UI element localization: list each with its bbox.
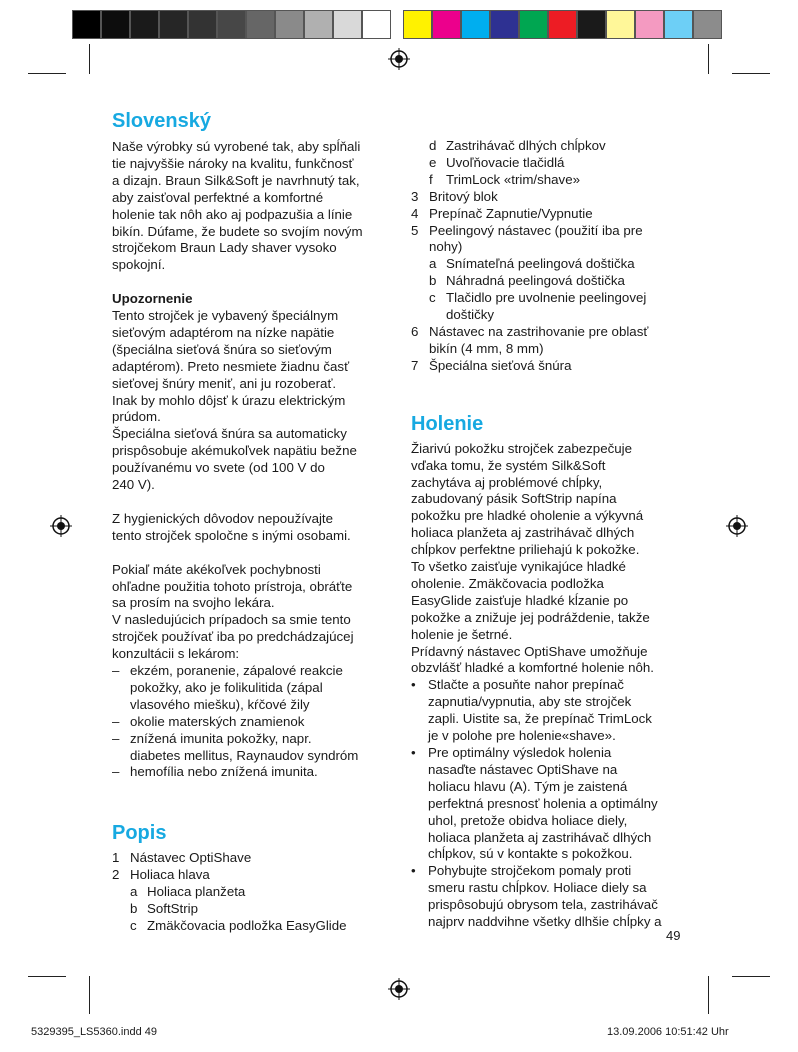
list-marker: d <box>429 138 437 153</box>
list-marker: 1 <box>112 850 120 866</box>
crop-mark <box>732 73 770 74</box>
text-line: Inak by mohlo dôjsť k úrazu elektrickým <box>112 392 346 408</box>
text-line: nohy) <box>429 239 463 255</box>
list-item-text <box>446 256 635 273</box>
footer-file-info: 5329395_LS5360.indd 49 <box>31 1026 158 1038</box>
medical-cases-list <box>112 663 392 781</box>
list-item-text <box>428 677 652 745</box>
list-item-text: TrimLock «trim/shave» <box>446 171 580 187</box>
text-line: pokožku pre hladké oholenie a výkyvná <box>411 508 644 524</box>
hygiene-paragraph <box>112 511 392 545</box>
text-line: Pokiaľ máte akékoľvek pochybnosti <box>112 561 321 577</box>
text-line: adaptérom). Preto nesmiete žiadnu časť <box>112 358 350 374</box>
popis-sublist <box>112 884 392 935</box>
registration-mark-icon <box>726 515 748 537</box>
list-marker: c <box>429 290 436 306</box>
text-line: strojčekom Braun Lady shaver vysoko <box>112 240 337 256</box>
text-line: obzvlášť hladké a komfortné holenie nôh. <box>411 660 655 676</box>
list-item <box>411 290 691 324</box>
color-swatch <box>664 10 693 39</box>
text-line: zachytáva aj problémové chĺpky, <box>411 474 603 490</box>
color-swatch <box>130 10 159 39</box>
text-line: V nasledujúcich prípadoch sa smie tento <box>112 612 351 628</box>
color-swatch <box>246 10 275 39</box>
color-swatch <box>432 10 461 39</box>
list-marker: – <box>112 764 120 780</box>
page-number: 49 <box>666 928 681 943</box>
list-item <box>411 138 691 155</box>
text-line: prúdom. <box>112 409 161 425</box>
list-marker: • <box>411 677 416 693</box>
color-swatch <box>635 10 664 39</box>
text-line: prispôsobujú obrysom tela, zastrihávač <box>428 897 658 913</box>
text-line: chĺpkov perfektne priliehajú k pokožke. <box>411 542 640 558</box>
section-title-slovensky: Slovenský <box>112 110 211 132</box>
color-swatch <box>362 10 391 39</box>
list-marker: 7 <box>411 357 419 373</box>
color-swatch <box>101 10 130 39</box>
text-line: zabudovaný pásik SoftStrip napína <box>411 491 617 507</box>
text-line: bikín (4 mm, 8 mm) <box>429 340 544 356</box>
list-item <box>411 358 691 375</box>
list-marker: 6 <box>411 323 419 339</box>
list-item-text: Nástavec OptiShave <box>130 850 252 866</box>
list-item-text <box>429 358 571 375</box>
list-item-text: Holiaca planžeta <box>147 884 246 900</box>
list-marker: e <box>429 154 437 170</box>
color-swatch <box>159 10 188 39</box>
text-line: strojček používať iba po predchádzajúcej <box>112 629 354 645</box>
list-item <box>411 206 691 223</box>
color-swatch <box>403 10 432 39</box>
text-line: prispôsobuje akémukoľvek napätiu bežne <box>112 443 357 459</box>
list-item <box>411 155 691 172</box>
text-line: vlasového miešku), kŕčové žily <box>130 696 310 712</box>
text-line: perfektná presnosť holenia a optimálny <box>428 795 658 811</box>
crop-mark <box>708 44 709 74</box>
text-line: Snímateľná peelingová doštička <box>446 256 635 272</box>
list-marker: a <box>429 256 437 272</box>
list-marker: b <box>429 273 437 289</box>
text-line: sieťovej šnúry meniť, ani ju rozoberať. <box>112 375 337 391</box>
text-line: zapli. Uistite sa, že prepínač TrimLock <box>428 711 652 727</box>
list-item-text <box>130 663 343 714</box>
text-line: Náhradná peelingová doštička <box>446 273 625 289</box>
list-marker: • <box>411 745 416 760</box>
text-line: je v polohe pre holenie«shave». <box>428 728 616 744</box>
text-line: Naše výrobky sú vyrobené tak, aby spĺňali <box>112 139 361 154</box>
text-line: hemofília nebo znížená imunita. <box>130 764 318 780</box>
text-line: sieťovým adaptérom na nízke napätie <box>112 324 335 340</box>
list-marker: • <box>411 863 416 879</box>
list-marker: 2 <box>112 867 120 883</box>
text-line: diabetes mellitus, Raynaudov syndróm <box>130 747 359 763</box>
color-swatch <box>548 10 577 39</box>
text-line: aby zaisťoval perfektné a komfortné <box>112 189 324 205</box>
text-line: smeru rastu chĺpkov. Holiace diely sa <box>428 880 647 896</box>
text-line: oholenie. Zmäkčovacia podložka <box>411 575 604 591</box>
text-line: Špeciálna sieťová šnúra <box>429 357 572 373</box>
color-swatch <box>577 10 606 39</box>
text-line: holiaca planžeta aj zastrihávač dlhých <box>411 525 635 541</box>
text-line: holiaca planžeta aj zastrihávač dlhých <box>428 829 652 845</box>
list-item-text <box>429 324 648 358</box>
grayscale-color-bar <box>72 10 391 39</box>
color-swatch <box>693 10 722 39</box>
list-item <box>411 677 691 745</box>
list-marker: – <box>112 663 120 679</box>
text-line: sa prosím na svojho lekára. <box>112 595 275 611</box>
list-item-text <box>428 745 658 863</box>
text-line: a dizajn. Braun Silk&Soft je navrhnutý tak, <box>112 172 360 188</box>
list-item-text: Zmäkčovacia podložka EasyGlide <box>147 918 347 934</box>
holenie-paragraph <box>411 441 691 678</box>
color-swatch <box>490 10 519 39</box>
text-line: okolie materských znamienok <box>130 713 305 729</box>
list-item <box>112 714 392 731</box>
text-line: vďaka tomu, že systém Silk&Soft <box>411 457 606 473</box>
peeling-sublist <box>411 256 691 324</box>
list-item <box>112 850 392 867</box>
color-swatch <box>333 10 362 39</box>
text-line: 240 V). <box>112 477 155 493</box>
list-item <box>112 663 392 714</box>
text-line: chĺpkov, sú v kontakte s pokožkou. <box>428 846 633 862</box>
text-line: Peelingový nástavec (použití iba pre <box>429 222 643 238</box>
text-line: holiacu hlavu (A). Tým je zaistená <box>428 778 628 794</box>
list-item <box>411 324 691 358</box>
list-item-text: Zastrihávač dlhých chĺpkov <box>446 138 606 153</box>
list-item-text <box>446 273 625 290</box>
registration-mark-icon <box>388 48 410 70</box>
warning-paragraph <box>112 308 392 494</box>
intro-paragraph <box>112 139 392 274</box>
text-line: ohľadne použitia tohoto prístroja, obráťte <box>112 578 353 594</box>
color-swatch <box>217 10 246 39</box>
list-item-text: SoftStrip <box>147 901 198 917</box>
list-item <box>112 764 392 781</box>
list-item <box>112 884 392 901</box>
list-item-text <box>429 189 498 206</box>
text-line: tie najvyššie nároky na kvalitu, funkčnosť <box>112 155 354 171</box>
list-marker: c <box>130 918 137 934</box>
list-item <box>112 731 392 765</box>
text-line: Tento strojček je vybavený špeciálnym <box>112 308 339 324</box>
color-swatch <box>461 10 490 39</box>
text-line: uhol, pretože obidva holiace diely, <box>428 812 628 828</box>
list-marker: – <box>112 730 120 746</box>
right-column <box>411 138 691 931</box>
text-line: Britový blok <box>429 188 498 204</box>
crop-mark <box>89 976 90 1014</box>
text-line: doštičky <box>446 307 495 323</box>
text-line: Pohybujte strojčekom pomaly proti <box>428 863 632 879</box>
list-item-text: Holiaca hlava <box>130 867 210 883</box>
text-line: holenie tak nôh ako aj podpazušia a línie <box>112 206 353 222</box>
text-line: používanému vo svete (od 100 V do <box>112 460 325 476</box>
text-line: znížená imunita pokožky, napr. <box>130 730 312 746</box>
doubts-paragraph <box>112 562 392 663</box>
text-line: pokožky, ako je folikulitida (zápal <box>130 679 323 695</box>
color-swatch <box>519 10 548 39</box>
section-title-popis: Popis <box>112 822 167 845</box>
text-line: pokožke a znižuje jej podráždenie, takže <box>411 609 650 625</box>
text-line: ekzém, poranenie, zápalové reakcie <box>130 663 343 679</box>
list-item <box>112 918 392 935</box>
color-swatch <box>188 10 217 39</box>
registration-mark-icon <box>388 978 410 1000</box>
crop-mark <box>28 976 66 977</box>
text-line: Prídavný nástavec OptiShave umožňuje <box>411 643 648 659</box>
list-item <box>411 273 691 290</box>
list-item <box>411 189 691 206</box>
list-item <box>411 172 691 189</box>
popis-sublist-continued <box>411 138 691 189</box>
list-marker: b <box>130 901 138 917</box>
section-title-holenie: Holenie <box>411 412 484 435</box>
text-line: Prepínač Zapnutie/Vypnutie <box>429 205 593 221</box>
list-item-text <box>428 863 662 931</box>
list-item-text <box>429 206 593 223</box>
text-line: To všetko zaisťuje vynikajúce hladké <box>411 559 626 575</box>
text-line: zapnutia/vypnutia, aby ste strojček <box>428 694 632 710</box>
color-swatch <box>275 10 304 39</box>
registration-mark-icon <box>50 515 72 537</box>
popis-list <box>112 850 392 884</box>
list-item <box>411 256 691 273</box>
text-line: Nástavec na zastrihovanie pre oblasť <box>429 323 649 339</box>
list-item <box>112 867 392 884</box>
holenie-bullets <box>411 677 691 931</box>
color-swatch <box>606 10 635 39</box>
text-line: tento strojček spoločne s inými osobami. <box>112 527 351 543</box>
text-line: EasyGlide zaisťuje hladké kĺzanie po <box>411 592 629 608</box>
list-item-text: Uvoľňovacie tlačidlá <box>446 154 565 170</box>
list-item <box>411 745 691 863</box>
text-line: Z hygienických dôvodov nepoužívajte <box>112 510 334 526</box>
text-line: (špeciálna sieťová šnúra so sieťovým <box>112 341 332 357</box>
cmyk-color-bar <box>403 10 722 39</box>
crop-mark <box>89 44 90 74</box>
list-item-text <box>446 290 646 324</box>
warning-title: Upozornenie <box>112 291 193 307</box>
text-line: Pre optimálny výsledok holenia <box>428 745 612 760</box>
crop-mark <box>732 976 770 977</box>
text-line: nasaďte nástavec OptiShave na <box>428 761 618 777</box>
text-line: bikín. Dúfame, že budete so svojím novým <box>112 223 363 239</box>
list-marker: 5 <box>411 222 419 238</box>
color-swatch <box>304 10 333 39</box>
list-item <box>411 863 691 931</box>
list-item <box>411 223 691 257</box>
text-line: konzultácii s lekárom: <box>112 646 240 662</box>
list-item <box>112 901 392 918</box>
color-swatch <box>72 10 101 39</box>
left-column <box>112 109 392 935</box>
text-line: Tlačidlo pre uvolnenie peelingovej <box>446 290 647 306</box>
list-item-text <box>130 764 318 781</box>
list-item-text <box>130 714 304 731</box>
list-marker: – <box>112 713 120 729</box>
text-line: spokojní. <box>112 257 166 273</box>
list-marker: 4 <box>411 205 419 221</box>
popis-list-continued <box>411 189 691 257</box>
footer-timestamp: 13.09.2006 10:51:42 Uhr <box>607 1026 729 1038</box>
text-line: najprv naddvihne všetky dlhšie chĺpky a <box>428 914 662 930</box>
text-line: Stlačte a posuňte nahor prepínač <box>428 677 624 693</box>
text-line: Žiarivú pokožku strojček zabezpečuje <box>411 440 632 456</box>
list-marker: a <box>130 884 138 900</box>
crop-mark <box>28 73 66 74</box>
list-marker: f <box>429 171 433 187</box>
crop-mark <box>708 976 709 1014</box>
list-item-text <box>429 223 643 257</box>
text-line: Špeciálna sieťová šnúra sa automaticky <box>112 426 347 442</box>
text-line: holenie je šetrné. <box>411 626 513 642</box>
list-marker: 3 <box>411 188 419 204</box>
list-item-text <box>130 731 358 765</box>
popis-list-end <box>411 324 691 375</box>
